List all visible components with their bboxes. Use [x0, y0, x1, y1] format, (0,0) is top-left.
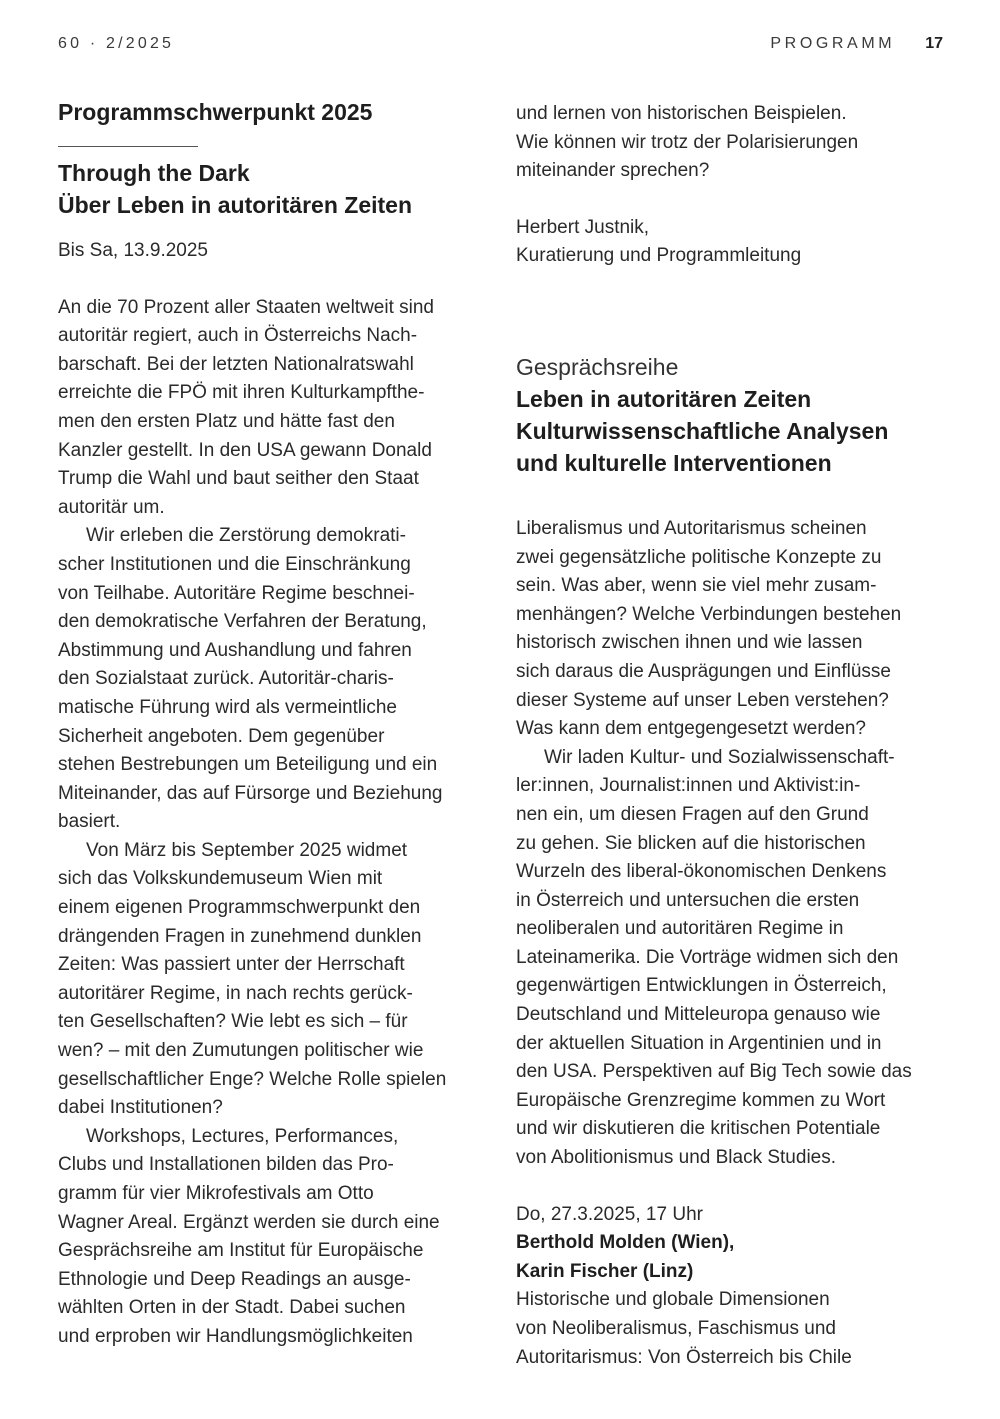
text-line: Deutschland und Mitteleuropa genauso wie	[516, 1004, 881, 1026]
text-line: Lateinamerika. Die Vorträge widmen sich den	[516, 946, 899, 968]
text-line: und wir diskutieren die kritischen Potentiale	[516, 1118, 881, 1140]
text-line: An die 70 Prozent aller Staaten weltweit sind	[58, 296, 434, 318]
text-line: sein. Was aber, wenn sie viel mehr zusam-	[516, 575, 877, 597]
text-line: Was kann dem entgegengesetzt werden?	[516, 718, 866, 740]
text-line: Workshops, Lectures, Performances,	[86, 1125, 399, 1147]
event-title-line: Autoritarismus: Von Österreich bis Chile	[516, 1346, 852, 1368]
text-line: Miteinander, das auf Fürsorge und Beziehung	[58, 782, 443, 804]
text-line: von Teilhabe. Autoritäre Regime beschnei-	[58, 582, 415, 604]
text-line: sich das Volkskundemuseum Wien mit	[58, 868, 383, 890]
text-line: autoritärer Regime, in nach rechts gerück-	[58, 982, 413, 1004]
text-line: barschaft. Bei der letzten Nationalratswahl	[58, 353, 414, 375]
text-line: und lernen von historischen Beispielen.	[516, 103, 847, 124]
article-title	[58, 157, 498, 221]
paragraph	[58, 294, 498, 523]
series-kicker: Gesprächsreihe	[516, 353, 679, 380]
text-line: Wurzeln des liberal-ökonomischen Denkens	[516, 861, 887, 883]
text-line: autoritär regiert, auch in Österreichs Nach-	[58, 325, 418, 347]
text-line: dieser Systeme auf unser Leben verstehen?	[516, 689, 889, 711]
text-line: Wie können wir trotz der Polarisierungen	[516, 131, 859, 153]
text-line: miteinander sprechen?	[516, 160, 710, 182]
text-line: wählten Orten in der Stadt. Dabei suchen	[58, 1297, 406, 1319]
paragraph	[516, 515, 956, 744]
author-role: Kuratierung und Programmleitung	[516, 245, 802, 267]
text-line: menhängen? Welche Verbindungen bestehen	[516, 603, 902, 625]
text-line: Europäische Grenzregime kommen zu Wort	[516, 1089, 886, 1111]
text-line: dabei Institutionen?	[58, 1097, 223, 1119]
text-line: nen ein, um diesen Fragen auf den Grund	[516, 803, 869, 825]
event-entry	[516, 1201, 956, 1373]
series-title-line: Leben in autoritären Zeiten	[516, 385, 812, 412]
text-line: gesellschaftlicher Enge? Welche Rolle spielen	[58, 1068, 447, 1090]
text-line: Kanzler gestellt. In den USA gewann Donald	[58, 439, 432, 461]
event-speaker: Berthold Molden (Wien),	[516, 1232, 735, 1254]
text-line: zwei gegensätzliche politische Konzepte zu	[516, 546, 882, 568]
article-title-line: Über Leben in autoritären Zeiten	[58, 192, 412, 218]
text-line: wen? – mit den Zumutungen politischer wie	[58, 1040, 424, 1062]
text-line: Ethnologie und Deep Readings an ausge-	[58, 1268, 411, 1290]
text-line: sich daraus die Ausprägungen und Einflüsse	[516, 660, 891, 682]
title-divider	[58, 146, 198, 147]
event-title-line: Historische und globale Dimensionen	[516, 1289, 830, 1311]
text-line: basiert.	[58, 811, 121, 833]
text-line: den Sozialstaat zurück. Autoritär-charis-	[58, 668, 394, 690]
issue-label: 60 · 2/2025	[58, 35, 175, 52]
text-line: ten Gesellschaften? Wie lebt es sich – für	[58, 1011, 408, 1033]
text-line: den demokratische Verfahren der Beratung,	[58, 611, 427, 633]
article-body	[58, 294, 498, 1352]
text-line: matische Führung wird als vermeintliche	[58, 696, 397, 718]
text-line: Von März bis September 2025 widmet	[86, 839, 408, 861]
event-title-line: von Neoliberalismus, Faschismus und	[516, 1318, 836, 1339]
text-line: Liberalismus und Autoritarismus scheinen	[516, 517, 867, 539]
paragraph	[516, 744, 956, 1173]
series-title-line: Kulturwissenschaftliche Analysen	[516, 417, 889, 444]
text-line: Wagner Areal. Ergänzt werden sie durch eine	[58, 1211, 440, 1233]
series-title-line: und kulturelle Interventionen	[516, 449, 832, 476]
text-line: drängenden Fragen in zunehmend dunklen	[58, 925, 422, 947]
text-line: men den ersten Platz und hätte fast den	[58, 410, 395, 432]
text-line: in Österreich und untersuchen die ersten	[516, 889, 860, 911]
text-line: der aktuellen Situation in Argentinien und in	[516, 1032, 882, 1054]
text-line: historisch zwischen ihnen und wie lassen	[516, 632, 863, 654]
event-datetime: Do, 27.3.2025, 17 Uhr	[516, 1203, 703, 1225]
text-line: gegenwärtigen Entwicklungen in Österreich,	[516, 975, 887, 997]
text-line: Sicherheit angeboten. Dem gegenüber	[58, 725, 385, 747]
article-title-line: Through the Dark	[58, 160, 250, 186]
text-line: Gesprächsreihe am Institut für Europäische	[58, 1240, 424, 1262]
paragraph	[58, 1123, 498, 1352]
text-line: Wir erleben die Zerstörung demokrati-	[86, 525, 406, 547]
text-line: Clubs und Installationen bilden das Pro-	[58, 1154, 394, 1176]
text-line: erreichte die FPÖ mit ihren Kulturkampfthe-	[58, 382, 425, 404]
page-number: 17	[925, 35, 943, 52]
text-line: stehen Bestrebungen um Beteiligung und ein	[58, 754, 438, 776]
text-line: neoliberalen und autoritären Regime in	[516, 918, 844, 940]
section-label: PROGRAMM	[770, 35, 896, 52]
date-range: Bis Sa, 13.9.2025	[58, 240, 208, 261]
paragraph	[58, 522, 498, 837]
text-line: einem eigenen Programmschwerpunkt den	[58, 897, 421, 919]
paragraph-continuation	[516, 100, 956, 186]
paragraph	[58, 837, 498, 1123]
text-line: und erproben wir Handlungsmöglichkeiten	[58, 1325, 413, 1347]
text-line: gramm für vier Mikrofestivals am Otto	[58, 1183, 374, 1204]
text-line: den USA. Perspektiven auf Big Tech sowie das	[516, 1061, 912, 1083]
right-column	[516, 96, 956, 1372]
author-signature	[516, 214, 956, 271]
running-header	[770, 35, 943, 53]
text-line: ler:innen, Journalist:innen und Aktivist:in-	[516, 775, 861, 797]
text-line: Zeiten: Was passiert unter der Herrschaft	[58, 954, 405, 976]
text-line: von Abolitionismus und Black Studies.	[516, 1147, 837, 1169]
left-column	[58, 96, 498, 1352]
text-line: autoritär um.	[58, 496, 165, 518]
text-line: Trump die Wahl und baut seither den Staat	[58, 468, 419, 490]
text-line: Abstimmung und Aushandlung und fahren	[58, 639, 412, 661]
series-title	[516, 383, 956, 479]
text-line: Wir laden Kultur- und Sozialwissenschaft-	[544, 746, 895, 768]
author-name: Herbert Justnik,	[516, 216, 650, 238]
section-title: Programmschwerpunkt 2025	[58, 99, 373, 125]
text-line: zu gehen. Sie blicken auf die historischen	[516, 832, 866, 854]
event-speaker: Karin Fischer (Linz)	[516, 1260, 694, 1282]
text-line: scher Institutionen und die Einschränkung	[58, 553, 411, 575]
